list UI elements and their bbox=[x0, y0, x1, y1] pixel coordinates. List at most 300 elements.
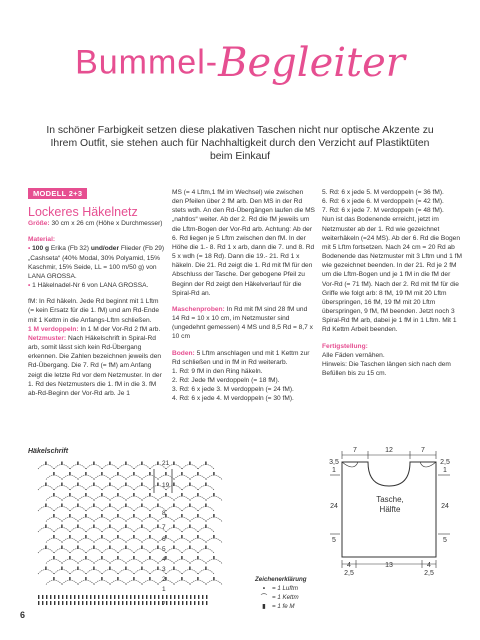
chain-arc bbox=[134, 465, 150, 470]
row-label: 8 bbox=[162, 510, 166, 517]
chain-arc bbox=[206, 559, 222, 564]
stitch-mark bbox=[70, 595, 71, 599]
chain-arc bbox=[86, 528, 102, 533]
stitch-mark bbox=[109, 546, 110, 550]
chain-arc bbox=[174, 538, 190, 543]
stitch-mark bbox=[78, 601, 79, 605]
stitch-mark bbox=[62, 595, 63, 599]
chain-arc bbox=[46, 517, 62, 522]
stitch-mark bbox=[45, 546, 46, 550]
chain-arc bbox=[54, 549, 70, 554]
stitch-mark bbox=[189, 525, 190, 529]
chain-arc bbox=[94, 517, 110, 522]
stitch-mark bbox=[109, 567, 110, 571]
stitch-mark bbox=[114, 601, 115, 605]
chain-arc bbox=[206, 538, 222, 543]
chain-arc bbox=[174, 496, 190, 501]
stitch-mark bbox=[77, 525, 78, 529]
stitch-mark bbox=[202, 601, 203, 605]
chain-arc bbox=[142, 496, 158, 501]
stitch-mark bbox=[141, 504, 142, 508]
chain-arc bbox=[126, 538, 142, 543]
stitch-mark bbox=[93, 546, 94, 550]
stitch-mark bbox=[197, 493, 198, 497]
stitch-mark bbox=[205, 462, 206, 466]
size-line: Größe: 30 cm x 26 cm (Höhe x Durchmesser) bbox=[28, 220, 163, 228]
fm-paragraph: fM: In Rd häkeln. Jede Rd beginnt mit 1 Lftm (= kein Ersatz für die 1. fM) und am Rd-Ende mit 1 Kettm in die Anfangs-Lftm schließen. bbox=[28, 298, 160, 324]
stitch-mark bbox=[205, 504, 206, 508]
chain-arc bbox=[206, 496, 222, 501]
stitch-mark bbox=[61, 525, 62, 529]
chain-arc bbox=[110, 559, 126, 564]
stitch-mark bbox=[182, 601, 183, 605]
stitch-mark bbox=[45, 525, 46, 529]
stitch-mark bbox=[194, 601, 195, 605]
row-label: 5 bbox=[162, 546, 166, 553]
boden-step: 2. Rd: Jede fM verdoppeln (= 18 fM). bbox=[172, 376, 280, 384]
stitch-mark bbox=[165, 493, 166, 497]
stitch-mark bbox=[74, 601, 75, 605]
chain-arc bbox=[86, 465, 102, 470]
chain-arc bbox=[166, 507, 182, 512]
stitch-mark bbox=[45, 504, 46, 508]
stitch-mark bbox=[170, 601, 171, 605]
stitch-mark bbox=[134, 601, 135, 605]
boden-paragraph: Boden: 5 Lftm anschlagen und mit 1 Kettm zur Rd schließen und in fM in Rd weiterarb. bbox=[172, 349, 310, 366]
chain-arc bbox=[86, 549, 102, 554]
stitch-mark bbox=[118, 601, 119, 605]
chain-arc bbox=[142, 475, 158, 480]
stitch-mark bbox=[182, 595, 183, 599]
chain-arc bbox=[134, 486, 150, 491]
chain-arc bbox=[46, 475, 62, 480]
chain-arc bbox=[110, 517, 126, 522]
stitch-mark bbox=[213, 535, 214, 539]
material-item-1: • 100 g Erika (Fb 32) und/oder Flieder (Fb 29) „Cashseta“ (40% Modal, 30% Polyamid, 15% Kaschmir, 15% Seide, LL = 100 m/50 g) von LANA GROSSA. bbox=[28, 245, 165, 280]
stitch-mark bbox=[74, 595, 75, 599]
stitch-mark bbox=[190, 595, 191, 599]
stitch-mark bbox=[158, 601, 159, 605]
stitch-mark bbox=[141, 525, 142, 529]
stitch-mark bbox=[53, 493, 54, 497]
stitch-mark bbox=[125, 567, 126, 571]
chain-arc bbox=[174, 580, 190, 585]
stitch-mark bbox=[142, 601, 143, 605]
stitch-mark bbox=[157, 546, 158, 550]
row-label: 6 bbox=[162, 536, 166, 543]
chain-arc bbox=[62, 517, 78, 522]
chain-arc bbox=[86, 486, 102, 491]
chain-arc bbox=[118, 486, 134, 491]
schematic-label-1: Tasche, bbox=[376, 495, 404, 504]
stitch-mark bbox=[174, 595, 175, 599]
dim-right-sub: 1 bbox=[443, 467, 447, 474]
stitch-mark bbox=[77, 483, 78, 487]
pattern-title: Lockeres Häkelnetz bbox=[28, 205, 138, 220]
stitch-mark bbox=[61, 546, 62, 550]
dim-right-bottom: 5 bbox=[443, 537, 447, 544]
stitch-mark bbox=[82, 601, 83, 605]
chain-arc bbox=[78, 496, 94, 501]
stitch-mark bbox=[45, 567, 46, 571]
stitch-mark bbox=[101, 556, 102, 560]
stitch-mark bbox=[98, 595, 99, 599]
stitch-mark bbox=[110, 601, 111, 605]
stitch-mark bbox=[205, 567, 206, 571]
stitch-mark bbox=[130, 601, 131, 605]
stitch-mark bbox=[102, 595, 103, 599]
stitch-mark bbox=[109, 525, 110, 529]
chain-arc bbox=[182, 486, 198, 491]
stitch-mark bbox=[189, 462, 190, 466]
dim-left-mid: 24 bbox=[330, 503, 338, 510]
stitch-mark bbox=[166, 595, 167, 599]
dim-bottom-right: 4 bbox=[427, 562, 431, 569]
page-number: 6 bbox=[20, 610, 26, 620]
chain-arc bbox=[158, 538, 174, 543]
chain-arc bbox=[38, 570, 54, 575]
stitch-mark bbox=[197, 556, 198, 560]
stitch-mark bbox=[154, 601, 155, 605]
stitch-mark bbox=[69, 514, 70, 518]
chain-arc bbox=[70, 486, 86, 491]
stitch-mark bbox=[94, 601, 95, 605]
chain-arc bbox=[142, 538, 158, 543]
chain-arc bbox=[110, 475, 126, 480]
stitch-mark bbox=[181, 577, 182, 581]
stitch-mark bbox=[53, 556, 54, 560]
chain-arc bbox=[78, 475, 94, 480]
fertigstellung-label: Fertigstellung: bbox=[322, 342, 368, 350]
schematic-label-2: Hälfte bbox=[379, 505, 401, 514]
stitch-mark bbox=[117, 535, 118, 539]
chain-arc bbox=[158, 559, 174, 564]
stitch-mark bbox=[149, 493, 150, 497]
chain-arc bbox=[174, 559, 190, 564]
stitch-mark bbox=[206, 595, 207, 599]
ms-paragraph: MS (= 4 Lftm,1 fM im Wechsel) wie zwischen den Pfeilen über 2 fM arb. Den MS in der Rd stets wdh. An den Rd-Übergängen laufen die MS „nahtlos“ weiter. Ab der 2. Rd die fM jeweils um die Lftm-Bogen der Vor-Rd arb. Achtung: Ab der 6. Rd liegen je 5 Lftm zwischen den fM. In der Höhe die 1.- 8. Rd 1 x arb, dann die 7. und 8. Rd 5 x wdh (= 18 Rd). Dann die 19.- 21. Rd 1 x häkeln. Die 21. Rd zeigt die 1. Rd mit fM für den Abschluss der Tasche. Der gebogene Pfeil zu Beginn der Rd zeigt den Häkelverlauf für die Spiral-Rd an. bbox=[172, 189, 315, 297]
chain-arc bbox=[38, 486, 54, 491]
stitch-mark bbox=[130, 595, 131, 599]
stitch-mark bbox=[102, 601, 103, 605]
chain-arc bbox=[158, 496, 174, 501]
bag-schematic bbox=[328, 442, 452, 576]
stitch-mark bbox=[93, 525, 94, 529]
chain-arc bbox=[206, 580, 222, 585]
stitch-mark bbox=[54, 595, 55, 599]
chain-arc bbox=[54, 465, 70, 470]
stitch-mark bbox=[114, 595, 115, 599]
chain-arc bbox=[94, 580, 110, 585]
chain-arc bbox=[182, 465, 198, 470]
stitch-mark bbox=[93, 462, 94, 466]
stitch-mark bbox=[66, 601, 67, 605]
stitch-mark bbox=[142, 595, 143, 599]
stitch-mark bbox=[109, 504, 110, 508]
boden-step: 7. Rd: 6 x jede 7. M verdoppeln (= 48 fM). bbox=[322, 207, 444, 215]
stitch-mark bbox=[181, 556, 182, 560]
stitch-mark bbox=[174, 601, 175, 605]
stitch-mark bbox=[38, 601, 39, 605]
row-label: 7 bbox=[162, 601, 166, 605]
stitch-mark bbox=[101, 535, 102, 539]
chain-arc bbox=[102, 465, 118, 470]
material-item-2: • 1 Häkelnadel-Nr 6 von LANA GROSSA. bbox=[28, 282, 149, 290]
stitch-mark bbox=[118, 595, 119, 599]
chain-arc bbox=[118, 465, 134, 470]
chain-arc bbox=[182, 528, 198, 533]
stitch-mark bbox=[213, 472, 214, 476]
symbol-legend bbox=[255, 575, 307, 611]
page-title bbox=[0, 40, 480, 86]
stitch-mark bbox=[141, 483, 142, 487]
stitch-mark bbox=[85, 556, 86, 560]
stitch-mark bbox=[93, 483, 94, 487]
stitch-mark bbox=[98, 601, 99, 605]
chain-arc bbox=[94, 475, 110, 480]
stitch-mark bbox=[101, 577, 102, 581]
single-crochet-icon: ▮ bbox=[262, 603, 266, 610]
chain-arc bbox=[142, 580, 158, 585]
stitch-mark bbox=[133, 493, 134, 497]
stitch-mark bbox=[126, 601, 127, 605]
chain-arc bbox=[62, 475, 78, 480]
boden-step: 3. Rd: 6 x jede 3. M verdoppeln (= 24 fM). bbox=[172, 386, 294, 394]
stitch-mark bbox=[205, 546, 206, 550]
chain-arc bbox=[190, 559, 206, 564]
chain-arc bbox=[206, 517, 222, 522]
row-label: 19 bbox=[162, 482, 170, 489]
boden-step: 5. Rd: 6 x jede 5. M verdoppeln (= 36 fM). bbox=[322, 189, 444, 196]
chain-arc bbox=[198, 549, 214, 554]
stitch-mark bbox=[157, 504, 158, 508]
chain-arc bbox=[54, 486, 70, 491]
dim-left-bottom: 5 bbox=[332, 537, 336, 544]
stitch-mark bbox=[53, 514, 54, 518]
stitch-mark bbox=[181, 472, 182, 476]
boden-step: 6. Rd: 6 x jede 6. M verdoppeln (= 42 fM). bbox=[322, 198, 444, 206]
stitch-mark bbox=[166, 601, 167, 605]
chain-arc bbox=[174, 517, 190, 522]
stitch-mark bbox=[189, 567, 190, 571]
chain-arc bbox=[126, 496, 142, 501]
stitch-mark bbox=[157, 525, 158, 529]
stitch-mark bbox=[181, 493, 182, 497]
stitch-mark bbox=[61, 504, 62, 508]
column-2 bbox=[172, 188, 316, 403]
chain-arc bbox=[198, 507, 214, 512]
stitch-mark bbox=[42, 595, 43, 599]
stitch-mark bbox=[149, 535, 150, 539]
row-label: 7 bbox=[162, 524, 166, 531]
row-label: 2 bbox=[162, 576, 166, 583]
stitch-mark bbox=[46, 601, 47, 605]
column-1 bbox=[28, 188, 166, 398]
stitch-mark bbox=[173, 567, 174, 571]
stitch-mark bbox=[138, 595, 139, 599]
stitch-mark bbox=[101, 493, 102, 497]
stitch-mark bbox=[186, 601, 187, 605]
chain-arc bbox=[198, 486, 214, 491]
intro-text: In schöner Farbigkeit setzen diese plakativen Taschen nicht nur optische Akzente zu Ihrem Outfit, sie stehen auch für Nachhaltigkeit durch den Verzicht auf Plastiktüten beim Einkauf bbox=[46, 125, 434, 162]
stitch-mark bbox=[50, 601, 51, 605]
stitch-mark bbox=[157, 462, 158, 466]
stitch-mark bbox=[106, 595, 107, 599]
stitch-mark bbox=[70, 601, 71, 605]
stitch-mark bbox=[125, 504, 126, 508]
chain-arc bbox=[38, 528, 54, 533]
stitch-mark bbox=[117, 514, 118, 518]
stitch-mark bbox=[202, 595, 203, 599]
chain-arc bbox=[94, 538, 110, 543]
dim-bottom-left-sub: 2,5 bbox=[344, 570, 354, 576]
stitch-mark bbox=[149, 514, 150, 518]
boden-step: 1. Rd: 9 fM in den Ring häkeln. bbox=[172, 367, 263, 375]
hinweis-text: Hinweis: Die Taschen längen sich nach dem Befüllen bis zu 15 cm. bbox=[322, 360, 451, 377]
chain-arc bbox=[190, 496, 206, 501]
column-3 bbox=[322, 188, 464, 378]
stitch-mark bbox=[213, 577, 214, 581]
chain-arc bbox=[182, 507, 198, 512]
chain-arc bbox=[38, 465, 54, 470]
stitch-mark bbox=[69, 556, 70, 560]
stitch-mark bbox=[122, 601, 123, 605]
stitch-mark bbox=[58, 601, 59, 605]
boden-step: 4. Rd: 6 x jede 4. M verdoppeln (= 30 fM). bbox=[172, 395, 294, 403]
material-label: Material: bbox=[28, 236, 56, 244]
stitch-mark bbox=[46, 595, 47, 599]
stitch-mark bbox=[106, 601, 107, 605]
stitch-mark bbox=[194, 595, 195, 599]
dim-bottom-right-sub: 2,5 bbox=[424, 570, 434, 576]
stitch-mark bbox=[133, 514, 134, 518]
chain-arc bbox=[134, 528, 150, 533]
stitch-mark bbox=[141, 567, 142, 571]
stitch-mark bbox=[85, 493, 86, 497]
chain-arc bbox=[182, 570, 198, 575]
stitch-mark bbox=[149, 577, 150, 581]
chain-arc bbox=[126, 580, 142, 585]
stitch-mark bbox=[110, 595, 111, 599]
stitch-mark bbox=[69, 535, 70, 539]
chain-arc bbox=[46, 538, 62, 543]
chain-arc bbox=[54, 528, 70, 533]
chain-arc bbox=[158, 517, 174, 522]
chain-arc bbox=[102, 528, 118, 533]
chain-arc bbox=[166, 528, 182, 533]
stitch-mark bbox=[157, 483, 158, 487]
chain-arc bbox=[110, 538, 126, 543]
stitch-mark bbox=[189, 546, 190, 550]
chain-arc bbox=[86, 570, 102, 575]
chain-arc bbox=[102, 549, 118, 554]
row-label: 21 bbox=[162, 460, 170, 467]
stitch-mark bbox=[133, 577, 134, 581]
chain-arc bbox=[190, 517, 206, 522]
chain-arc bbox=[102, 486, 118, 491]
stitch-mark bbox=[85, 472, 86, 476]
chain-arc bbox=[78, 517, 94, 522]
stitch-mark bbox=[133, 556, 134, 560]
stitch-mark bbox=[50, 595, 51, 599]
stitch-mark bbox=[181, 535, 182, 539]
netz-paragraph: Nun ist das Bodenende erreicht, jetzt im Netzmuster ab der 1. Rd wie gezeichnet weiterhäkeln (=24 MS). Ab der 6. Rd die Bogen mit 5 Lftm fortsetzen. Nach 24 cm = 20 Rd ab Bodenende das Netzmuster mit 3 Lftm und 1 fM wie gezeichnet beenden. In der 21. Rd je 2 fM um die Lftm-Bogen und je 1 fM in die fM der Vor-Rd (= 71 fM). Nach der 2. Rd mit fM für die Griffe wie folgt arb: 8 fM, 19 fM mit 20 Lftm überspringen, 16 fM, 19 fM mit 20 Lftm überspringen, 9 fM, fM beenden. Jetzt noch 3 Spiral-Rd fM arb, dabei je 1 fM in 1 Lftm. Mit 1 Rd Kettm Arbeit beenden. bbox=[322, 216, 463, 334]
stitch-mark bbox=[213, 556, 214, 560]
chain-arc bbox=[198, 570, 214, 575]
stitch-mark bbox=[189, 483, 190, 487]
stitch-mark bbox=[45, 483, 46, 487]
stitch-mark bbox=[125, 546, 126, 550]
chart-title: Häkelschrift bbox=[28, 448, 69, 455]
stitch-mark bbox=[181, 514, 182, 518]
chain-arc bbox=[158, 580, 174, 585]
stitch-mark bbox=[53, 577, 54, 581]
stitch-mark bbox=[141, 546, 142, 550]
stitch-mark bbox=[178, 601, 179, 605]
stitch-mark bbox=[53, 535, 54, 539]
stitch-mark bbox=[69, 493, 70, 497]
row-label: 3 bbox=[162, 566, 166, 573]
stitch-mark bbox=[42, 601, 43, 605]
stitch-mark bbox=[94, 595, 95, 599]
stitch-mark bbox=[190, 601, 191, 605]
stitch-mark bbox=[77, 546, 78, 550]
model-badge: MODELL 2+3 bbox=[28, 188, 87, 199]
chain-arc bbox=[206, 475, 222, 480]
stitch-mark bbox=[150, 595, 151, 599]
stitch-mark bbox=[90, 601, 91, 605]
fertigstellung-text: Alle Fäden vernähen. bbox=[322, 351, 385, 359]
stitch-mark bbox=[173, 546, 174, 550]
stitch-mark bbox=[101, 472, 102, 476]
maschenproben-paragraph: Maschenproben: In Rd mit fM sind 28 fM und 14 Rd = 10 x 10 cm, im Netzmuster sind (ungedehnt gemessen) 4 MS und 8,5 Rd = 8,7 x 10 cm bbox=[172, 305, 313, 341]
stitch-mark bbox=[61, 567, 62, 571]
stitch-mark bbox=[150, 601, 151, 605]
stitch-mark bbox=[78, 595, 79, 599]
stitch-mark bbox=[125, 462, 126, 466]
stitch-mark bbox=[149, 556, 150, 560]
dim-right-mid: 24 bbox=[441, 503, 449, 510]
stitch-mark bbox=[157, 567, 158, 571]
stitch-mark bbox=[61, 462, 62, 466]
stitch-mark bbox=[117, 556, 118, 560]
stitch-mark bbox=[90, 595, 91, 599]
stitch-mark bbox=[173, 483, 174, 487]
stitch-mark bbox=[198, 601, 199, 605]
stitch-mark bbox=[85, 514, 86, 518]
chain-arc bbox=[126, 517, 142, 522]
row-label: 1 bbox=[162, 586, 166, 593]
stitch-mark bbox=[101, 514, 102, 518]
stitch-mark bbox=[82, 595, 83, 599]
stitch-mark bbox=[45, 462, 46, 466]
stitch-mark bbox=[149, 472, 150, 476]
stitch-mark bbox=[173, 504, 174, 508]
chain-icon: • bbox=[262, 585, 266, 592]
chain-arc bbox=[94, 559, 110, 564]
stitch-mark bbox=[69, 577, 70, 581]
stitch-mark bbox=[77, 567, 78, 571]
stitch-mark bbox=[77, 504, 78, 508]
stitch-mark bbox=[146, 595, 147, 599]
stitch-mark bbox=[126, 595, 127, 599]
stitch-mark bbox=[86, 601, 87, 605]
stitch-mark bbox=[62, 601, 63, 605]
chain-arc bbox=[94, 496, 110, 501]
dim-top-left: 7 bbox=[353, 447, 357, 454]
chain-arc bbox=[62, 559, 78, 564]
chain-arc bbox=[78, 538, 94, 543]
